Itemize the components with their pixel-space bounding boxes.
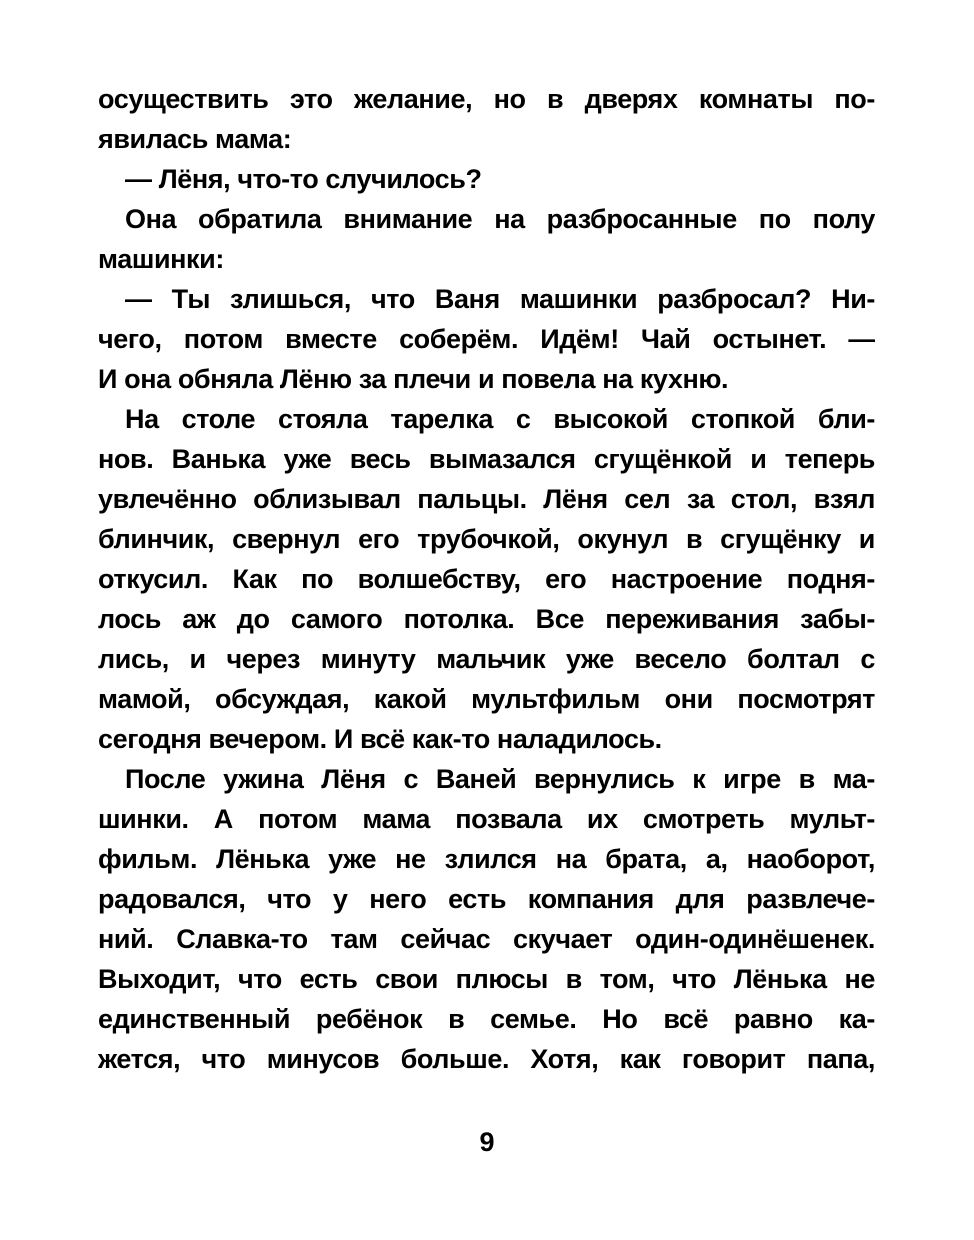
text-line: лись, и через минуту мальчик уже весело болтал с bbox=[98, 644, 875, 674]
text-line: ний. Славка-то там сейчас скучает один-одинёшенек. bbox=[98, 924, 875, 954]
text-line: сегодня вечером. И всё как-то наладилось. bbox=[98, 724, 662, 754]
text-line: мамой, обсуждая, какой мультфильм они посмотрят bbox=[98, 684, 875, 714]
text-line: На столе стояла тарелка с высокой стопкой бли- bbox=[125, 404, 875, 434]
text-line: откусил. Как по волшебству, его настроение подня- bbox=[98, 564, 875, 594]
text-line: блинчик, свернул его трубочкой, окунул в сгущёнку и bbox=[98, 524, 875, 554]
text-line: нов. Ванька уже весь вымазался сгущёнкой и теперь bbox=[98, 444, 875, 474]
text-line: Выходит, что есть свои плюсы в том, что Лёнька не bbox=[98, 964, 875, 994]
text-line: шинки. А потом мама позвала их смотреть мульт- bbox=[98, 804, 875, 834]
text-line: чего, потом вместе соберём. Идём! Чай остынет. — bbox=[98, 324, 875, 354]
text-line dialogue-line: — Лёня, что-то случилось? bbox=[125, 164, 482, 194]
text-line: И она обняла Лёню за плечи и повела на кухню. bbox=[98, 364, 729, 394]
text-line: машинки: bbox=[98, 244, 224, 274]
text-line: радовался, что у него есть компания для развлече- bbox=[98, 884, 875, 914]
text-line: жется, что минусов больше. Хотя, как говорит папа, bbox=[98, 1044, 875, 1074]
text-line: единственный ребёнок в семье. Но всё равно ка- bbox=[98, 1004, 875, 1034]
text-line: явилась мама: bbox=[98, 124, 292, 154]
page-number: 9 bbox=[479, 1127, 495, 1157]
text-line: увлечённо облизывал пальцы. Лёня сел за стол, взял bbox=[98, 484, 875, 514]
text-line: осуществить это желание, но в дверях комнаты по- bbox=[98, 84, 875, 114]
text-line: фильм. Лёнька уже не злился на брата, а, наоборот, bbox=[98, 844, 875, 874]
text-line: Она обратила внимание на разбросанные по полу bbox=[125, 204, 875, 234]
text-line dialogue-line: — Ты злишься, что Ваня машинки разбросал? Ни- bbox=[125, 284, 875, 314]
text-column bbox=[98, 79, 875, 1079]
text-line: лось аж до самого потолка. Все переживания забы- bbox=[98, 604, 875, 634]
text-line: После ужина Лёня с Ваней вернулись к игре в ма- bbox=[125, 764, 875, 794]
